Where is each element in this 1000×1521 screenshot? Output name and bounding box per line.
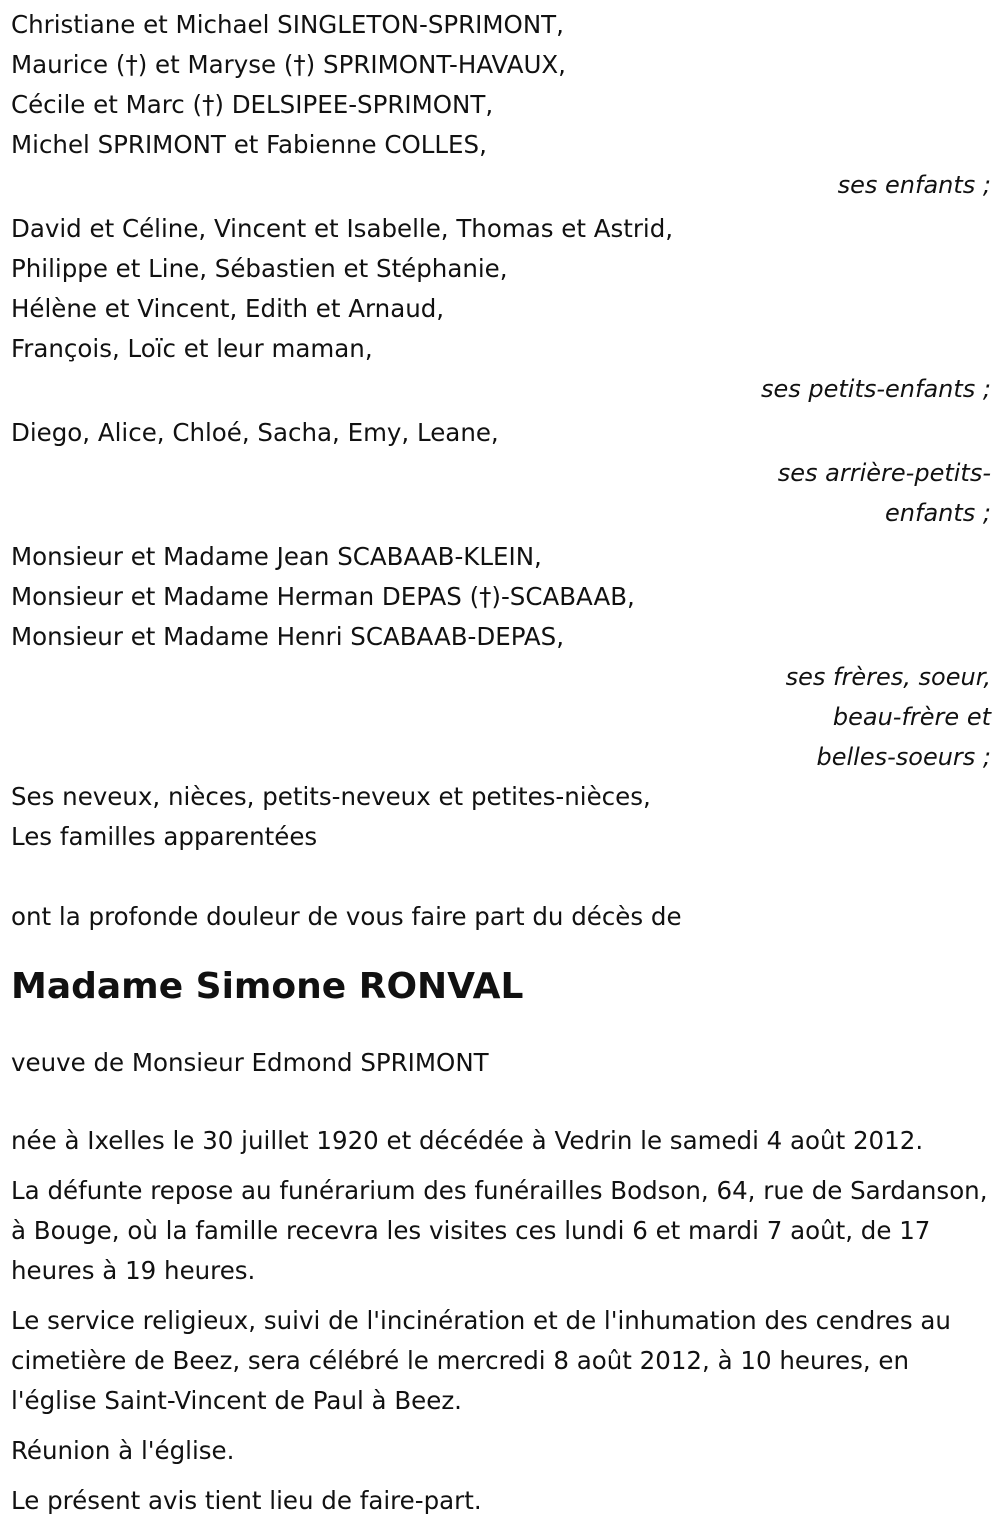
relation-label: ses frères, soeur, — [785, 663, 991, 691]
relation-label: ses petits-enfants ; — [760, 375, 991, 403]
service-paragraph: Le service religieux, suivi de l'incinération et de l'inhumation des cendres au cimetière de Beez, sera célébré le mercredi 8 août 2012, à 10 heures, en l'église Saint-Vincent de Paul à Beez. — [11, 1306, 951, 1415]
children-section — [11, 5, 991, 205]
family-line: Hélène et Vincent, Edith et Arnaud, — [11, 294, 445, 323]
relation-label: enfants ; — [885, 499, 991, 527]
grandchildren-section — [11, 209, 991, 409]
family-line: Monsieur et Madame Herman DEPAS (†)-SCABAAB, — [11, 582, 635, 611]
siblings-section — [11, 537, 991, 777]
great-grandchildren-section — [11, 413, 991, 533]
relation-label: beau-frère et — [832, 703, 991, 731]
announcement-text: ont la profonde douleur de vous faire part du décès de — [11, 902, 682, 931]
family-line: Philippe et Line, Sébastien et Stéphanie, — [11, 254, 508, 283]
family-line: Michel SPRIMONT et Fabienne COLLES, — [11, 130, 487, 159]
others-section — [11, 777, 991, 857]
family-line: Les familles apparentées — [11, 822, 318, 851]
family-line: Christiane et Michael SINGLETON-SPRIMONT, — [11, 10, 564, 39]
family-line: Monsieur et Madame Henri SCABAAB-DEPAS, — [11, 622, 565, 651]
birth-death-text: née à Ixelles le 30 juillet 1920 et décédée à Vedrin le samedi 4 août 2012. — [11, 1126, 924, 1155]
family-line: Diego, Alice, Chloé, Sacha, Emy, Leane, — [11, 418, 499, 447]
relation-label: ses enfants ; — [837, 171, 991, 199]
rest-paragraph: La défunte repose au funérarium des funérailles Bodson, 64, rue de Sardanson, à Bouge, où la famille recevra les visites ces lundi 6 et mardi 7 août, de 17 heures à 19 heures. — [11, 1176, 988, 1285]
relation-label: ses arrière-petits- — [777, 459, 991, 487]
family-line: Ses neveux, nièces, petits-neveux et petites-nièces, — [11, 782, 651, 811]
family-line: Maurice (†) et Maryse (†) SPRIMONT-HAVAUX, — [11, 50, 566, 79]
family-line: Monsieur et Madame Jean SCABAAB-KLEIN, — [11, 542, 542, 571]
notice-text: Le présent avis tient lieu de faire-part. — [11, 1486, 482, 1515]
meeting-text: Réunion à l'église. — [11, 1436, 235, 1465]
family-line: Cécile et Marc (†) DELSIPEE-SPRIMONT, — [11, 90, 494, 119]
family-line: David et Céline, Vincent et Isabelle, Thomas et Astrid, — [11, 214, 674, 243]
obituary-notice — [11, 5, 991, 1521]
relation-label: belles-soeurs ; — [816, 743, 991, 771]
deceased-name: Madame Simone RONVAL — [11, 966, 524, 1007]
family-line: François, Loïc et leur maman, — [11, 334, 373, 363]
widow-of-text: veuve de Monsieur Edmond SPRIMONT — [11, 1048, 489, 1077]
